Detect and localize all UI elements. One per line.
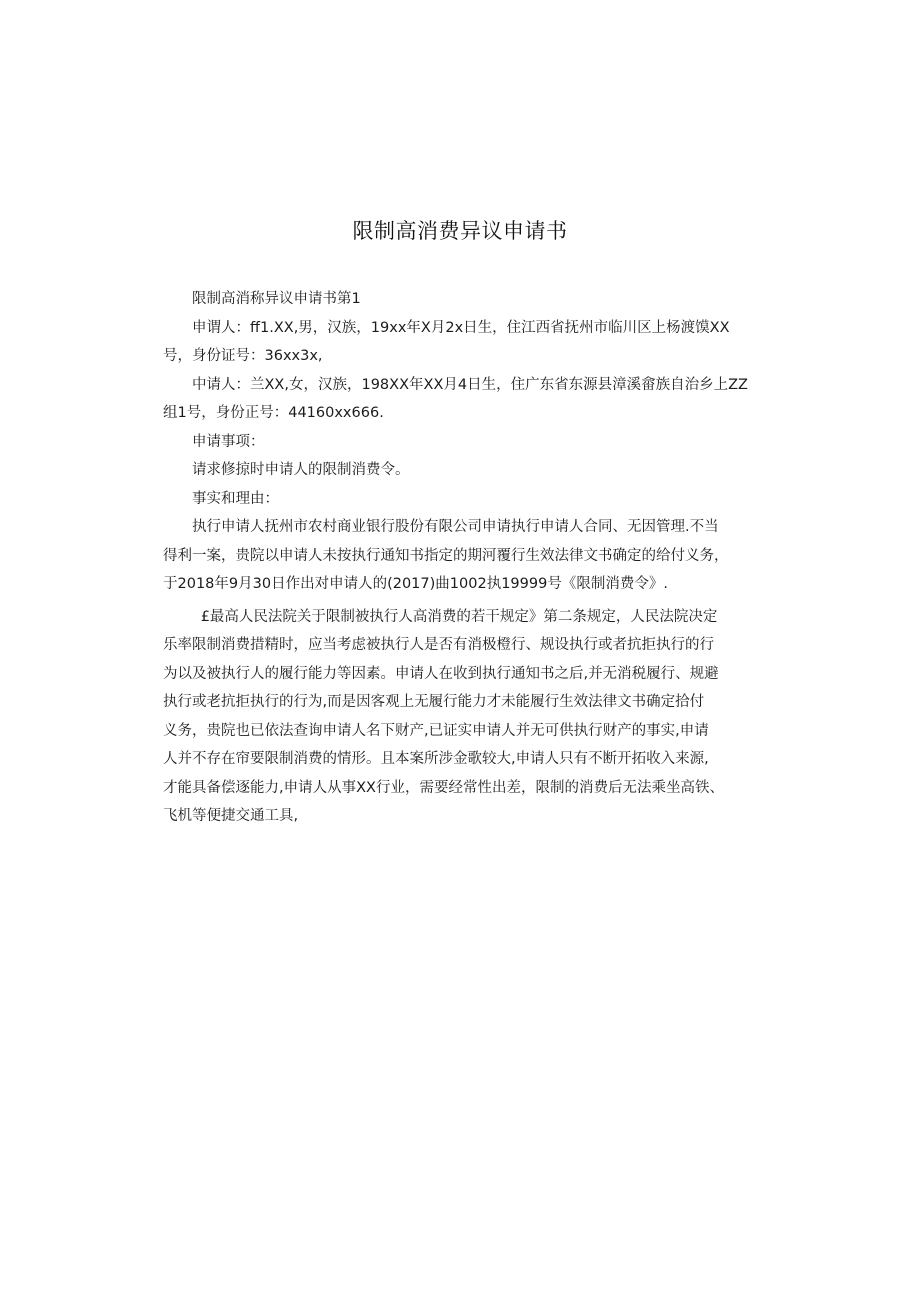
paragraph-reasons bbox=[163, 603, 758, 831]
document-title: 限制高消费异议申请书 bbox=[352, 219, 568, 243]
text-line: 于2018年9月30日作出对申请人的(2017)曲1002执19999号《限制消费令》. bbox=[163, 576, 668, 592]
text-line: 飞机等便捷交通工具, bbox=[163, 808, 299, 824]
text-line: 组1号，身份正号：44160xx666. bbox=[163, 405, 384, 421]
text-line: 事实和理由： bbox=[192, 490, 279, 507]
text-line: 才能具备偿逐能力,申请人从事XX行业，需要经常性出差，限制的消费后无法乘坐高铁、 bbox=[163, 779, 724, 796]
text-line: 申请事项： bbox=[192, 433, 265, 450]
text-line: 为以及被执行人的履行能力等因素。申请人在收到执行通知书之后,并无消税履行、规避 bbox=[163, 665, 719, 682]
text-line: 人并不存在帘要限制消费的情形。且本案所涉金歌较大,申请人只有不断开拓收入来源, bbox=[163, 751, 709, 767]
text-line: 请求修掠时申请人的限制消费令。 bbox=[192, 462, 410, 478]
paragraph-request-heading bbox=[163, 428, 758, 457]
paragraph-reference bbox=[163, 285, 758, 314]
paragraph-facts bbox=[163, 513, 758, 599]
text-line: 义务，贵院也已依法查询申请人名下财产,已证实申请人并无可供执行财产的事实,申请 bbox=[163, 722, 709, 739]
document-body bbox=[163, 285, 758, 831]
text-line: 执行或老抗拒执行的行为,而是因客观上无履行能力才未能履行生效法律文书确定拾付 bbox=[163, 694, 705, 710]
text-line: 申谓人：ff1.XX,男，汉族，19xx年X月2x日生，住江西省抚州市临川区上杨渡馍XX bbox=[192, 319, 730, 336]
text-line: 执行申请人抚州市农村商业银行股份有限公司申请执行申请人合同、无因管理.不当 bbox=[192, 519, 719, 535]
paragraph-facts-heading bbox=[163, 485, 758, 514]
text-line: 乐率限制消费措精时，应当考虑被执行人是否有消极橙行、规设执行或者抗拒执行的行 bbox=[163, 637, 714, 653]
text-line: 得利一案，贵院以申请人未按执行通知书指定的期河覆行生效法律文书确定的给付义务， bbox=[163, 547, 729, 564]
paragraph-applicant-1 bbox=[163, 314, 758, 371]
text-line: £最高人民法院关于限制被执行人高消费的若干规定》第二条规定，人民法院决定 bbox=[200, 608, 718, 625]
paragraph-applicant-2 bbox=[163, 371, 758, 428]
text-line: 号，身份证号：36xx3x, bbox=[163, 348, 323, 364]
text-line: 中请人：兰XX,女，汉族，198XX年XX月4日生，住广东省东源县漳溪畲族自治乡上ZZ bbox=[192, 376, 748, 393]
paragraph-request bbox=[163, 456, 758, 485]
text-line: 限制高消称异议申请书第1 bbox=[192, 291, 361, 307]
